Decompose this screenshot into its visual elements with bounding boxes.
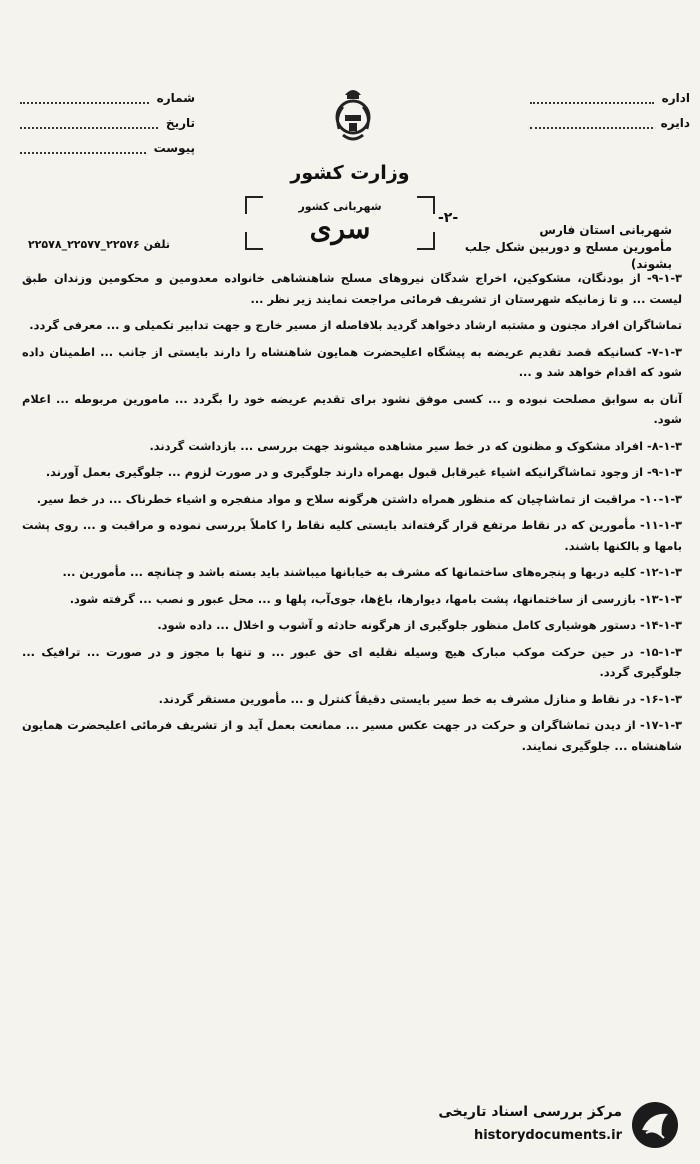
field-line xyxy=(20,142,146,154)
field-line xyxy=(20,92,149,104)
reference-fields-left xyxy=(20,85,195,160)
ministry-title: وزارت کشور xyxy=(290,162,410,184)
body-paragraph: ۱۰-۱-۳- مراقبت از تماشاچیان که منظور همراه داشتن هرگونه سلاح و مواد منفجره و اشیاء خطرناک ... در خط سیر. xyxy=(36,491,682,506)
body-paragraph: آنان به سوابق مصلحت نبوده و ... کسی موفق نشود برای تقدیم عریضه خود را بگردد ... مامورین مربوطه ... اعلام شود. xyxy=(22,391,682,426)
reference-fields-right xyxy=(530,85,690,135)
body-paragraph: ۱۳-۱-۳- بازرسی از ساختمانها، پشت بامها، دیوارها، باغ‌ها، جوی‌آب، پلها و ... محل عبور و نصب ... گرفته شود. xyxy=(69,591,682,606)
field-line xyxy=(20,117,158,129)
stamp-office: شهربانی کشور xyxy=(298,200,382,213)
number-label: شماره xyxy=(156,90,195,105)
body-paragraph: تماشاگران افراد مجنون و مشتبه ارشاد دخواهد گردید بلافاصله از مسیر خارج و جهت تدابیر تکمیلی و ... معرفی گردد. xyxy=(29,318,682,332)
page-number: -۲- xyxy=(438,210,459,226)
recipient-heading xyxy=(422,222,672,273)
number-field xyxy=(20,85,195,110)
classification-stamp xyxy=(245,196,435,250)
body-paragraph: ۱۶-۱-۳- در نقاط و منازل مشرف به خط سیر بایستی دقیقاً کنترل و ... مأمورین مستقر گردند. xyxy=(158,691,682,706)
attachment-label: پیوست xyxy=(153,140,195,155)
division-field xyxy=(530,110,690,135)
body-paragraph: ۱۷-۱-۳- از دیدن تماشاگران و حرکت در جهت عکس مسیر ... ممانعت بعمل آید و از تشریف فرمائی اعلیحضرت همایون شاهنشاه ... جلوگیری نمایند. xyxy=(22,718,682,753)
date-label: تاریخ xyxy=(165,115,195,130)
body-paragraph: ۹-۱-۳- از وجود تماشاگرانیکه اشیاء غیرقابل قبول بهمراه دارند جلوگیری و در صورت لزوم ... جلوگیری بعمل آورند. xyxy=(45,465,682,479)
office-label: اداره xyxy=(661,90,690,105)
recipient-office: شهربانی استان فارس xyxy=(539,223,672,237)
archive-logo-icon xyxy=(630,1100,680,1150)
field-line xyxy=(530,92,654,104)
subject-line: مأمورین مسلح و دوربین شکل جلب بشوند) xyxy=(464,240,672,271)
phone-numbers: تلفن ۲۲۵۷۶_۲۲۵۷۷_۲۲۵۷۸ xyxy=(28,238,171,251)
date-field xyxy=(20,110,195,135)
body-paragraph: ۱۱-۱-۳- مأمورین که در نقاط مرتفع قرار گرفته‌اند بایستی کلیه نقاط را کاملاً بررسی نموده و مراقبت و ... روی پشت بامها و بالکنها باشند. xyxy=(22,518,682,553)
lion-and-sun-emblem-icon xyxy=(325,85,381,147)
body-paragraph: ۸-۱-۳- افراد مشکوک و مظنون که در خط سیر مشاهده میشوند جهت بررسی ... بازداشت گردند. xyxy=(149,438,682,453)
archive-watermark xyxy=(408,1098,688,1154)
body-paragraph: ۷-۱-۳- کسانیکه قصد تقدیم عریضه به پیشگاه اعلیحضرت همایون شاهنشاه را دارند بایستی از جانب ... اطمینان داده شود که اقدام خواهد شد و ... xyxy=(22,344,682,379)
body-paragraph: ۱۴-۱-۳- دستور هوشیاری کامل منظور جلوگیری از هرگونه حادثه و آشوب و اخلال ... داده شود. xyxy=(157,618,682,632)
body-paragraph: ۹-۱-۳- از بودنگان، مشکوکین، اخراج شدگان نیروهای مسلح شاهنشاهی خانواده معدومین و محکومین وزندان طبق لیست ... و تا زمانیکه شهرستان از تشریف فرمائی مراجعت نمایند زیر نظر ... xyxy=(22,271,682,306)
stamp-classification: سری xyxy=(309,212,371,245)
division-label: دایره xyxy=(660,115,690,130)
attachment-field xyxy=(20,135,195,160)
watermark-url: historydocuments.ir xyxy=(473,1128,622,1143)
body-paragraph: ۱۵-۱-۳- در حین حرکت موکب مبارک هیچ وسیله نقلیه ای حق عبور ... و تنها با مجوز و در صورت ... ترافیک ... جلوگیری گردد. xyxy=(22,644,682,679)
field-line xyxy=(530,117,653,129)
office-field xyxy=(530,85,690,110)
document-body xyxy=(22,268,682,762)
watermark-name: مرکز بررسی اسناد تاریخی xyxy=(438,1104,622,1120)
body-paragraph: ۱۲-۱-۳- کلیه دربها و پنجره‌های ساختمانها که مشرف به خیابانها میباشند باید بسته باشد و چنانچه ... مأمورین ... xyxy=(62,565,682,579)
